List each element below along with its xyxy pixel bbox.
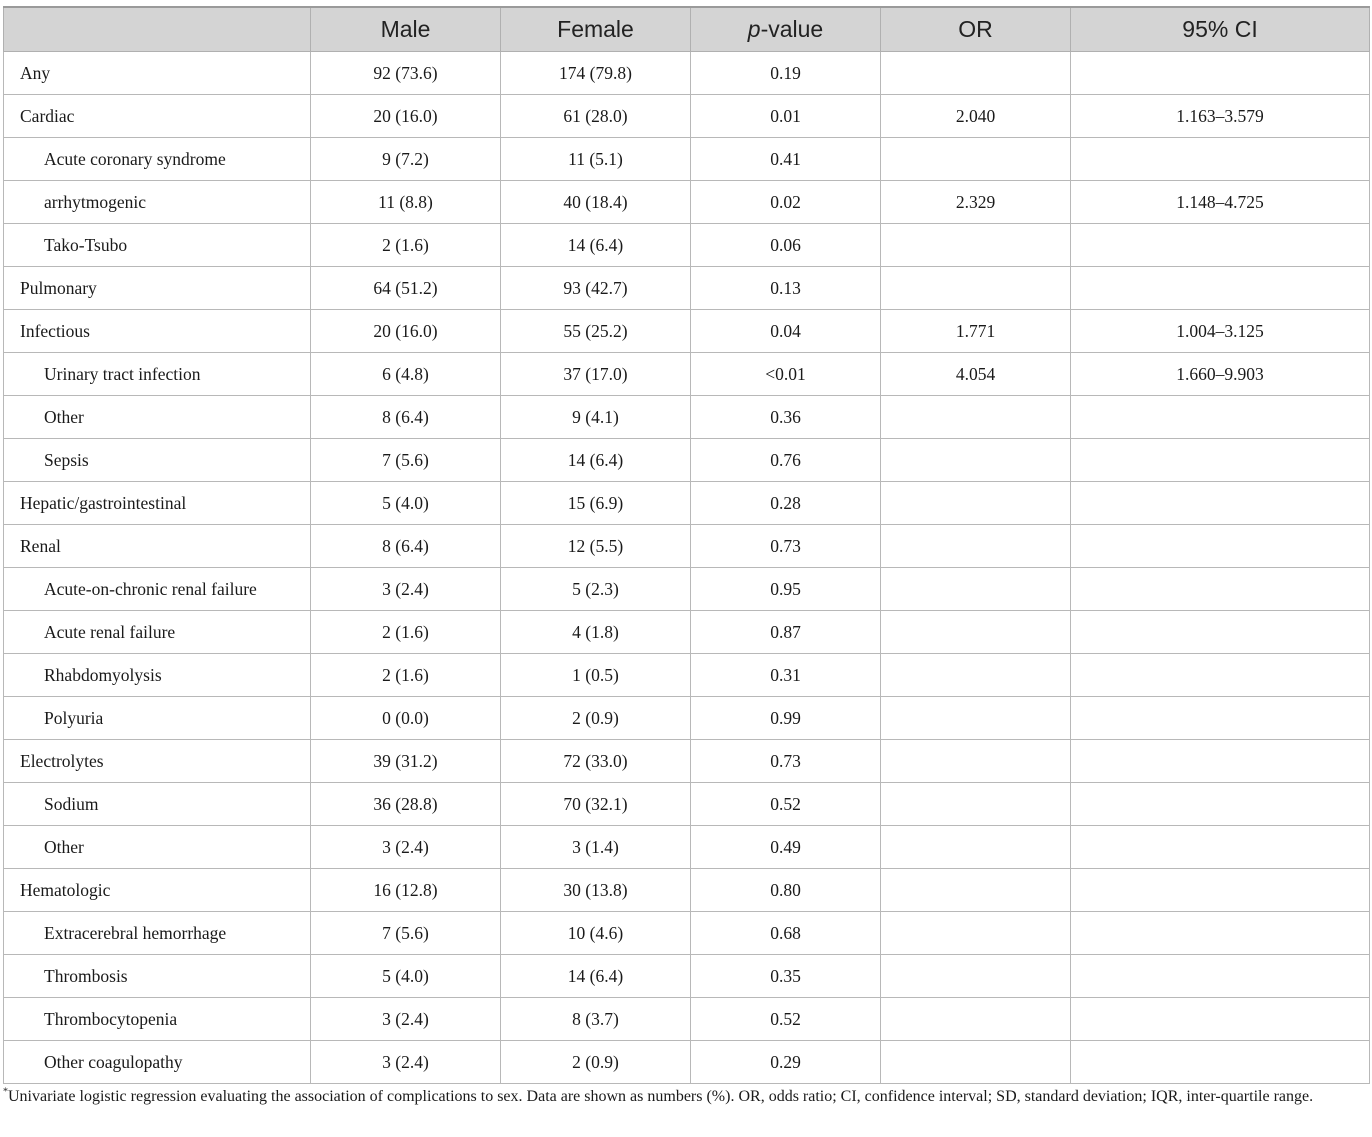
row-label: Hematologic xyxy=(4,869,311,912)
ci-cell xyxy=(1071,568,1370,611)
female-cell: 72 (33.0) xyxy=(501,740,691,783)
ci-cell xyxy=(1071,1041,1370,1084)
table-row xyxy=(4,138,1370,181)
ci-cell xyxy=(1071,998,1370,1041)
or-cell xyxy=(881,912,1071,955)
male-cell: 64 (51.2) xyxy=(311,267,501,310)
row-label: Renal xyxy=(4,525,311,568)
ci-cell xyxy=(1071,52,1370,95)
or-cell xyxy=(881,740,1071,783)
row-label: Thrombocytopenia xyxy=(4,998,311,1041)
row-label: Other xyxy=(4,826,311,869)
or-cell xyxy=(881,998,1071,1041)
male-cell: 2 (1.6) xyxy=(311,654,501,697)
table-row xyxy=(4,912,1370,955)
header-pvalue-rest: -value xyxy=(760,16,824,42)
female-cell: 9 (4.1) xyxy=(501,396,691,439)
male-cell: 2 (1.6) xyxy=(311,611,501,654)
table-row xyxy=(4,955,1370,998)
table-row xyxy=(4,611,1370,654)
header-label xyxy=(4,7,311,52)
male-cell: 5 (4.0) xyxy=(311,955,501,998)
pvalue-cell: 0.28 xyxy=(691,482,881,525)
footnote-marker: * xyxy=(3,1086,8,1098)
male-cell: 3 (2.4) xyxy=(311,998,501,1041)
ci-cell xyxy=(1071,439,1370,482)
male-cell: 3 (2.4) xyxy=(311,1041,501,1084)
or-cell: 2.040 xyxy=(881,95,1071,138)
header-ci: 95% CI xyxy=(1071,7,1370,52)
ci-cell xyxy=(1071,138,1370,181)
row-label: Other coagulopathy xyxy=(4,1041,311,1084)
row-label: arrhytmogenic xyxy=(4,181,311,224)
header-pvalue-italic: p xyxy=(747,16,761,42)
male-cell: 36 (28.8) xyxy=(311,783,501,826)
row-label: Electrolytes xyxy=(4,740,311,783)
male-cell: 9 (7.2) xyxy=(311,138,501,181)
ci-cell xyxy=(1071,482,1370,525)
pvalue-cell: 0.76 xyxy=(691,439,881,482)
table-row xyxy=(4,224,1370,267)
female-cell: 93 (42.7) xyxy=(501,267,691,310)
female-cell: 14 (6.4) xyxy=(501,955,691,998)
ci-cell xyxy=(1071,396,1370,439)
pvalue-cell: 0.01 xyxy=(691,95,881,138)
row-label: Polyuria xyxy=(4,697,311,740)
or-cell xyxy=(881,869,1071,912)
female-cell: 70 (32.1) xyxy=(501,783,691,826)
female-cell: 2 (0.9) xyxy=(501,1041,691,1084)
table-row xyxy=(4,697,1370,740)
pvalue-cell: 0.52 xyxy=(691,998,881,1041)
header-female: Female xyxy=(501,7,691,52)
table-row xyxy=(4,998,1370,1041)
or-cell xyxy=(881,611,1071,654)
male-cell: 8 (6.4) xyxy=(311,396,501,439)
female-cell: 61 (28.0) xyxy=(501,95,691,138)
or-cell xyxy=(881,52,1071,95)
ci-cell xyxy=(1071,826,1370,869)
row-label: Cardiac xyxy=(4,95,311,138)
or-cell xyxy=(881,396,1071,439)
male-cell: 7 (5.6) xyxy=(311,439,501,482)
or-cell xyxy=(881,654,1071,697)
or-cell xyxy=(881,955,1071,998)
pvalue-cell: <0.01 xyxy=(691,353,881,396)
female-cell: 30 (13.8) xyxy=(501,869,691,912)
female-cell: 4 (1.8) xyxy=(501,611,691,654)
row-label: Any xyxy=(4,52,311,95)
row-label: Rhabdomyolysis xyxy=(4,654,311,697)
row-label: Urinary tract infection xyxy=(4,353,311,396)
row-label: Extracerebral hemorrhage xyxy=(4,912,311,955)
ci-cell xyxy=(1071,912,1370,955)
pvalue-cell: 0.80 xyxy=(691,869,881,912)
pvalue-cell: 0.31 xyxy=(691,654,881,697)
header-or: OR xyxy=(881,7,1071,52)
table-row xyxy=(4,525,1370,568)
ci-cell: 1.163–3.579 xyxy=(1071,95,1370,138)
header-pvalue xyxy=(691,7,881,52)
table-row xyxy=(4,826,1370,869)
table-row xyxy=(4,267,1370,310)
ci-cell xyxy=(1071,783,1370,826)
pvalue-cell: 0.41 xyxy=(691,138,881,181)
male-cell: 2 (1.6) xyxy=(311,224,501,267)
table-row xyxy=(4,482,1370,525)
female-cell: 14 (6.4) xyxy=(501,439,691,482)
table-row xyxy=(4,181,1370,224)
ci-cell xyxy=(1071,955,1370,998)
or-cell xyxy=(881,525,1071,568)
or-cell: 2.329 xyxy=(881,181,1071,224)
table-row xyxy=(4,52,1370,95)
row-label: Hepatic/gastrointestinal xyxy=(4,482,311,525)
pvalue-cell: 0.35 xyxy=(691,955,881,998)
or-cell xyxy=(881,138,1071,181)
pvalue-cell: 0.04 xyxy=(691,310,881,353)
male-cell: 39 (31.2) xyxy=(311,740,501,783)
male-cell: 20 (16.0) xyxy=(311,310,501,353)
male-cell: 3 (2.4) xyxy=(311,568,501,611)
male-cell: 3 (2.4) xyxy=(311,826,501,869)
pvalue-cell: 0.73 xyxy=(691,740,881,783)
ci-cell: 1.004–3.125 xyxy=(1071,310,1370,353)
female-cell: 40 (18.4) xyxy=(501,181,691,224)
or-cell xyxy=(881,1041,1071,1084)
or-cell xyxy=(881,697,1071,740)
male-cell: 20 (16.0) xyxy=(311,95,501,138)
pvalue-cell: 0.06 xyxy=(691,224,881,267)
male-cell: 92 (73.6) xyxy=(311,52,501,95)
row-label: Infectious xyxy=(4,310,311,353)
table-row xyxy=(4,869,1370,912)
male-cell: 8 (6.4) xyxy=(311,525,501,568)
pvalue-cell: 0.02 xyxy=(691,181,881,224)
pvalue-cell: 0.73 xyxy=(691,525,881,568)
table-row xyxy=(4,783,1370,826)
female-cell: 55 (25.2) xyxy=(501,310,691,353)
pvalue-cell: 0.29 xyxy=(691,1041,881,1084)
table-row xyxy=(4,740,1370,783)
female-cell: 14 (6.4) xyxy=(501,224,691,267)
or-cell xyxy=(881,224,1071,267)
row-label: Tako-Tsubo xyxy=(4,224,311,267)
ci-cell: 1.148–4.725 xyxy=(1071,181,1370,224)
or-cell xyxy=(881,783,1071,826)
footnote-text: Univariate logistic regression evaluating the association of complications to sex. Data are shown as numbers (%). OR, odds ratio; CI, confidence interval; SD, standard deviation; IQR, inter-quartile range. xyxy=(8,1088,1314,1105)
ci-cell xyxy=(1071,740,1370,783)
table-row xyxy=(4,353,1370,396)
row-label: Other xyxy=(4,396,311,439)
row-label: Thrombosis xyxy=(4,955,311,998)
table-header-row xyxy=(4,7,1370,52)
row-label: Acute-on-chronic renal failure xyxy=(4,568,311,611)
pvalue-cell: 0.19 xyxy=(691,52,881,95)
row-label: Acute renal failure xyxy=(4,611,311,654)
row-label: Acute coronary syndrome xyxy=(4,138,311,181)
table-footnote xyxy=(3,1086,1369,1108)
female-cell: 174 (79.8) xyxy=(501,52,691,95)
table-row xyxy=(4,95,1370,138)
ci-cell xyxy=(1071,611,1370,654)
female-cell: 11 (5.1) xyxy=(501,138,691,181)
pvalue-cell: 0.99 xyxy=(691,697,881,740)
male-cell: 16 (12.8) xyxy=(311,869,501,912)
or-cell: 4.054 xyxy=(881,353,1071,396)
table-row xyxy=(4,654,1370,697)
pvalue-cell: 0.49 xyxy=(691,826,881,869)
male-cell: 0 (0.0) xyxy=(311,697,501,740)
or-cell xyxy=(881,267,1071,310)
header-male: Male xyxy=(311,7,501,52)
table-row xyxy=(4,1041,1370,1084)
row-label: Pulmonary xyxy=(4,267,311,310)
or-cell xyxy=(881,568,1071,611)
female-cell: 37 (17.0) xyxy=(501,353,691,396)
female-cell: 3 (1.4) xyxy=(501,826,691,869)
pvalue-cell: 0.36 xyxy=(691,396,881,439)
pvalue-cell: 0.68 xyxy=(691,912,881,955)
table-row xyxy=(4,396,1370,439)
row-label: Sodium xyxy=(4,783,311,826)
ci-cell: 1.660–9.903 xyxy=(1071,353,1370,396)
female-cell: 1 (0.5) xyxy=(501,654,691,697)
ci-cell xyxy=(1071,869,1370,912)
male-cell: 7 (5.6) xyxy=(311,912,501,955)
male-cell: 5 (4.0) xyxy=(311,482,501,525)
pvalue-cell: 0.13 xyxy=(691,267,881,310)
or-cell xyxy=(881,439,1071,482)
row-label: Sepsis xyxy=(4,439,311,482)
male-cell: 11 (8.8) xyxy=(311,181,501,224)
or-cell xyxy=(881,482,1071,525)
or-cell: 1.771 xyxy=(881,310,1071,353)
female-cell: 8 (3.7) xyxy=(501,998,691,1041)
female-cell: 5 (2.3) xyxy=(501,568,691,611)
female-cell: 2 (0.9) xyxy=(501,697,691,740)
ci-cell xyxy=(1071,224,1370,267)
complications-table xyxy=(3,6,1370,1084)
pvalue-cell: 0.87 xyxy=(691,611,881,654)
female-cell: 10 (4.6) xyxy=(501,912,691,955)
table-row xyxy=(4,439,1370,482)
table-body xyxy=(4,52,1370,1084)
or-cell xyxy=(881,826,1071,869)
pvalue-cell: 0.52 xyxy=(691,783,881,826)
male-cell: 6 (4.8) xyxy=(311,353,501,396)
table-row xyxy=(4,568,1370,611)
ci-cell xyxy=(1071,654,1370,697)
female-cell: 15 (6.9) xyxy=(501,482,691,525)
female-cell: 12 (5.5) xyxy=(501,525,691,568)
ci-cell xyxy=(1071,267,1370,310)
table-row xyxy=(4,310,1370,353)
pvalue-cell: 0.95 xyxy=(691,568,881,611)
ci-cell xyxy=(1071,697,1370,740)
ci-cell xyxy=(1071,525,1370,568)
